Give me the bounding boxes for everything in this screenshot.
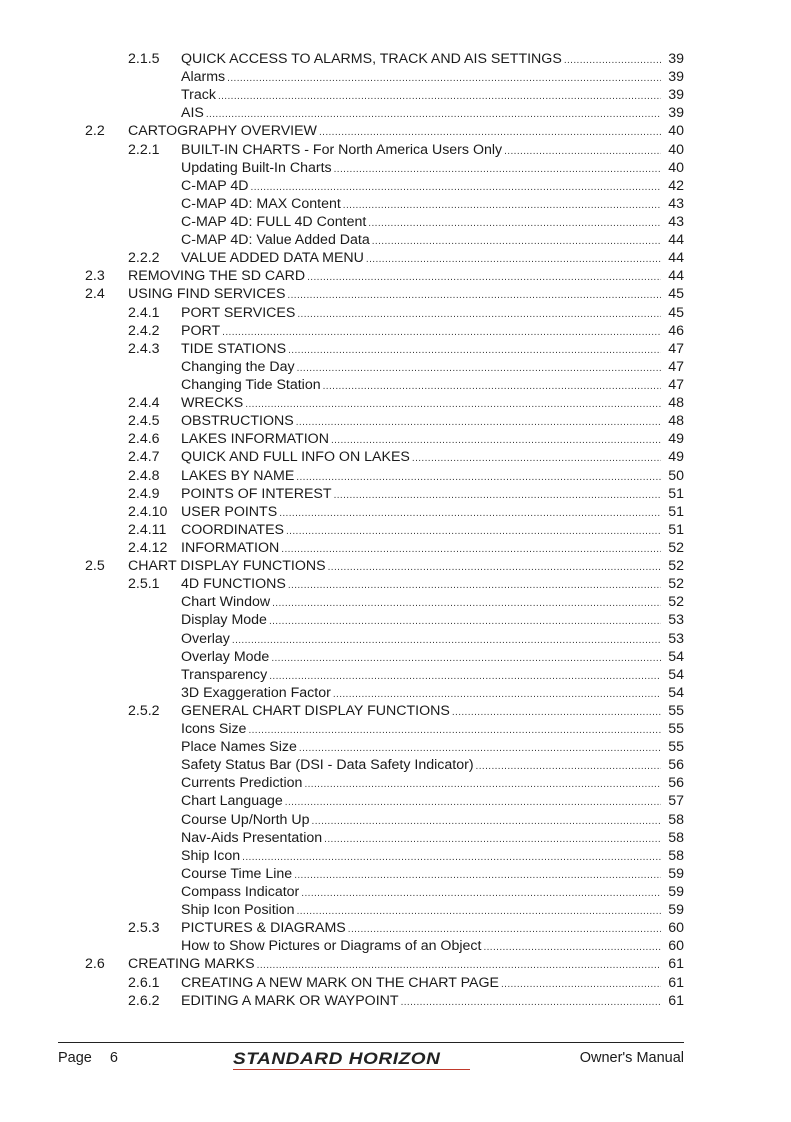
toc-entry-title-line — [181, 756, 661, 776]
toc-entry-title: C-MAP 4D: FULL 4D Content — [181, 213, 367, 230]
toc-entry-number: 2.4.3 — [128, 340, 160, 357]
toc-entry-title-line — [181, 412, 661, 432]
toc-entry-page: 60 — [668, 920, 684, 937]
toc-entry-title-line — [181, 720, 661, 740]
toc-entry[interactable] — [0, 249, 791, 267]
toc-entry-number: 2.6.2 — [128, 992, 160, 1009]
toc-entry-title: Ship Icon — [181, 847, 241, 864]
toc-entry-title-line — [181, 811, 661, 831]
toc-entry-page: 59 — [668, 902, 684, 919]
toc-entry-title: Changing Tide Station — [181, 376, 321, 393]
toc-entry[interactable] — [0, 177, 791, 195]
toc-entry-number: 2.5.3 — [128, 920, 160, 937]
toc-entry-page: 43 — [668, 213, 684, 230]
toc-entry-title: LAKES BY NAME — [181, 467, 295, 484]
toc-entry-title-line — [181, 358, 661, 378]
toc-entry-title-line — [181, 231, 661, 251]
toc-entry-page: 54 — [668, 666, 684, 683]
toc-entry-title: 4D FUNCTIONS — [181, 576, 286, 593]
toc-entry-title-line — [181, 68, 661, 88]
toc-entry-title-line — [181, 937, 661, 957]
toc-entry[interactable] — [0, 955, 791, 973]
toc-entry-page: 45 — [668, 286, 684, 303]
toc-entry[interactable] — [0, 811, 791, 829]
toc-entry-title-line — [181, 992, 661, 1012]
toc-entry-number: 2.4.4 — [128, 395, 160, 412]
toc-entry-title-line — [181, 648, 661, 668]
toc-entry-page: 40 — [668, 159, 684, 176]
toc-entry-title-line — [181, 141, 661, 161]
toc-entry-page: 56 — [668, 757, 684, 774]
toc-entry-page: 39 — [668, 69, 684, 86]
toc-entry[interactable] — [0, 774, 791, 792]
toc-entry-page: 58 — [668, 829, 684, 846]
toc-entry-number: 2.4.10 — [128, 503, 168, 520]
toc-entry-page: 49 — [668, 431, 684, 448]
toc-entry-title-line — [128, 267, 661, 287]
toc-entry[interactable] — [0, 847, 791, 865]
toc-entry-page: 60 — [668, 938, 684, 955]
toc-entry-page: 59 — [668, 884, 684, 901]
toc-entry-title: 3D Exaggeration Factor — [181, 684, 331, 701]
toc-entry-title-line — [128, 285, 661, 305]
toc-entry-number: 2.6 — [85, 956, 105, 973]
toc-entry[interactable] — [0, 394, 791, 412]
toc-entry[interactable] — [0, 285, 791, 303]
toc-entry-page: 43 — [668, 195, 684, 212]
toc-entry[interactable] — [0, 322, 791, 340]
toc-entry-title: C-MAP 4D: Value Added Data — [181, 232, 370, 249]
toc-dot-leader — [401, 994, 661, 1012]
toc-entry[interactable] — [0, 340, 791, 358]
toc-entry-title-line — [181, 611, 661, 631]
toc-entry-title-line — [181, 883, 661, 903]
toc-entry-title-line — [181, 865, 661, 885]
toc-entry-number: 2.6.1 — [128, 974, 160, 991]
toc-entry-title: Track — [181, 87, 216, 104]
toc-entry-title: Overlay Mode — [181, 648, 270, 665]
toc-entry[interactable] — [0, 68, 791, 86]
toc-entry-number: 2.4.2 — [128, 322, 160, 339]
toc-entry-title: QUICK AND FULL INFO ON LAKES — [181, 449, 410, 466]
toc-entry-page: 40 — [668, 141, 684, 158]
toc-entry-page: 59 — [668, 865, 684, 882]
toc-entry-title-line — [181, 485, 661, 505]
toc-entry[interactable] — [0, 611, 791, 629]
toc-entry[interactable] — [0, 792, 791, 810]
toc-entry-page: 61 — [668, 974, 684, 991]
toc-entry[interactable] — [0, 738, 791, 756]
toc-entry-title: CHART DISPLAY FUNCTIONS — [128, 558, 326, 575]
brand-logo: STANDARD HORIZON — [233, 1049, 441, 1068]
toc-entry-title: Nav-Aids Presentation — [181, 829, 323, 846]
toc-entry-number: 2.4.7 — [128, 449, 160, 466]
toc-entry[interactable] — [0, 430, 791, 448]
toc-entry-title-line — [181, 340, 661, 360]
toc-entry-page: 58 — [668, 811, 684, 828]
toc-entry-page: 61 — [668, 992, 684, 1009]
toc-entry-page: 48 — [668, 395, 684, 412]
toc-entry-title-line — [181, 86, 661, 106]
toc-entry[interactable] — [0, 86, 791, 104]
toc-entry-title-line — [181, 503, 661, 523]
toc-entry-page: 45 — [668, 304, 684, 321]
toc-entry-page: 50 — [668, 467, 684, 484]
toc-entry-page: 55 — [668, 702, 684, 719]
toc-entry-title-line — [181, 702, 661, 722]
toc-entry[interactable] — [0, 720, 791, 738]
toc-entry-title: TIDE STATIONS — [181, 340, 287, 357]
toc-entry-page: 58 — [668, 847, 684, 864]
toc-entry-page: 52 — [668, 539, 684, 556]
toc-entry-title-line — [181, 50, 661, 70]
toc-entry-title: Course Time Line — [181, 865, 293, 882]
toc-entry-number: 2.2.2 — [128, 250, 160, 267]
toc-entry[interactable] — [0, 883, 791, 901]
toc-entry-page: 44 — [668, 232, 684, 249]
toc-entry-title: USER POINTS — [181, 503, 278, 520]
toc-entry-number: 2.5.2 — [128, 702, 160, 719]
toc-entry-page: 53 — [668, 612, 684, 629]
toc-entry-page: 52 — [668, 576, 684, 593]
toc-entry-title: Currents Prediction — [181, 775, 303, 792]
toc-entry-number: 2.1.5 — [128, 51, 160, 67]
toc-entry-title: Compass Indicator — [181, 884, 300, 901]
toc-entry[interactable] — [0, 865, 791, 883]
toc-entry-title-line — [181, 213, 661, 233]
toc-entry[interactable] — [0, 937, 791, 955]
toc-entry-title: CREATING A NEW MARK ON THE CHART PAGE — [181, 974, 499, 991]
toc-entry-page: 47 — [668, 358, 684, 375]
toc-entry[interactable] — [0, 448, 791, 466]
toc-entry-title-line — [181, 521, 661, 541]
toc-entry-page: 57 — [668, 793, 684, 810]
toc-entry-number: 2.4.9 — [128, 485, 160, 502]
toc-entry-title: Updating Built-In Charts — [181, 159, 332, 176]
toc-entry-title: LAKES INFORMATION — [181, 431, 329, 448]
toc-entry[interactable] — [0, 648, 791, 666]
toc-entry-title: Place Names Size — [181, 739, 297, 756]
toc-entry-title: COORDINATES — [181, 521, 284, 538]
toc-entry-page: 44 — [668, 250, 684, 267]
toc-entry-page: 51 — [668, 485, 684, 502]
footer-page-number — [58, 1050, 118, 1066]
toc-entry-page: 56 — [668, 775, 684, 792]
toc-entry-title-line — [181, 847, 661, 867]
toc-entry-title: Changing the Day — [181, 358, 295, 375]
toc-entry-page: 54 — [668, 648, 684, 665]
toc-entry-title: Chart Window — [181, 594, 271, 611]
toc-entry-title: Transparency — [181, 666, 268, 683]
table-of-contents — [0, 50, 791, 1010]
toc-entry-title: GENERAL CHART DISPLAY FUNCTIONS — [181, 702, 450, 719]
toc-entry-page: 42 — [668, 177, 684, 194]
toc-entry-page: 48 — [668, 413, 684, 430]
toc-entry-title: POINTS OF INTEREST — [181, 485, 332, 502]
toc-entry-title-line — [128, 122, 661, 142]
toc-entry-title-line — [181, 919, 661, 939]
toc-entry-page: 44 — [668, 268, 684, 285]
toc-entry-title: AIS — [181, 105, 204, 122]
toc-entry[interactable] — [0, 521, 791, 539]
toc-entry[interactable] — [0, 467, 791, 485]
toc-entry-title: REMOVING THE SD CARD — [128, 268, 306, 285]
toc-entry-page: 46 — [668, 322, 684, 339]
toc-entry-title-line — [181, 322, 661, 342]
toc-entry-number: 2.4.8 — [128, 467, 160, 484]
toc-entry-page: 52 — [668, 594, 684, 611]
toc-entry[interactable] — [0, 593, 791, 611]
toc-entry-page: 49 — [668, 449, 684, 466]
toc-entry[interactable] — [0, 829, 791, 847]
toc-entry[interactable] — [0, 412, 791, 430]
toc-entry-title-line — [181, 738, 661, 758]
toc-entry-title-line — [181, 666, 661, 686]
toc-entry-title-line — [128, 955, 661, 975]
toc-entry-title-line — [181, 630, 661, 650]
toc-entry-page: 55 — [668, 739, 684, 756]
toc-entry-title-line — [181, 177, 661, 197]
toc-entry-number: 2.5 — [85, 558, 105, 575]
toc-entry[interactable] — [0, 122, 791, 140]
toc-entry[interactable] — [0, 267, 791, 285]
toc-entry[interactable] — [0, 503, 791, 521]
toc-entry-title: C-MAP 4D — [181, 177, 249, 194]
toc-entry-page: 47 — [668, 340, 684, 357]
toc-entry-title: Display Mode — [181, 612, 267, 629]
toc-entry[interactable] — [0, 539, 791, 557]
toc-entry-number: 2.2.1 — [128, 141, 160, 158]
toc-entry[interactable] — [0, 575, 791, 593]
toc-entry-title-line — [181, 195, 661, 215]
toc-entry[interactable] — [0, 304, 791, 322]
toc-entry-title-line — [181, 376, 661, 396]
toc-entry-title-line — [181, 774, 661, 794]
toc-entry[interactable] — [0, 195, 791, 213]
toc-entry-title: BUILT-IN CHARTS - For North America Users Only — [181, 141, 503, 158]
toc-entry-title-line — [181, 684, 661, 704]
toc-entry[interactable] — [0, 376, 791, 394]
footer-manual-title: Owner's Manual — [579, 1050, 684, 1066]
toc-entry-title: VALUE ADDED DATA MENU — [181, 250, 364, 267]
toc-entry[interactable] — [0, 992, 791, 1010]
toc-entry-title: QUICK ACCESS TO ALARMS, TRACK AND AIS SETTINGS — [181, 51, 562, 67]
toc-entry[interactable] — [0, 630, 791, 648]
toc-entry-title: C-MAP 4D: MAX Content — [181, 195, 341, 212]
toc-entry-title-line — [181, 901, 661, 921]
toc-entry-page: 51 — [668, 521, 684, 538]
toc-entry-title-line — [181, 974, 661, 994]
toc-entry[interactable] — [0, 159, 791, 177]
toc-entry[interactable] — [0, 756, 791, 774]
toc-entry-title-line — [128, 557, 661, 577]
toc-entry-page: 52 — [668, 558, 684, 575]
toc-entry-title: Chart Language — [181, 793, 283, 810]
toc-entry-page: 53 — [668, 630, 684, 647]
toc-entry-page: 47 — [668, 376, 684, 393]
toc-entry-title: Overlay — [181, 630, 230, 647]
toc-entry[interactable] — [0, 231, 791, 249]
toc-entry-title-line — [181, 539, 661, 559]
toc-entry-page: 40 — [668, 123, 684, 140]
footer-divider — [58, 1042, 684, 1043]
toc-entry-title-line — [181, 304, 661, 324]
toc-entry-title-line — [181, 575, 661, 595]
toc-entry-title-line — [181, 829, 661, 849]
toc-entry-title: EDITING A MARK OR WAYPOINT — [181, 992, 399, 1009]
toc-entry[interactable] — [0, 50, 791, 68]
toc-entry-page: 39 — [668, 105, 684, 122]
toc-entry-title-line — [181, 792, 661, 812]
toc-entry-title: CARTOGRAPHY OVERVIEW — [128, 123, 317, 140]
toc-entry-number: 2.4 — [85, 286, 105, 303]
toc-entry-title: Course Up/North Up — [181, 811, 310, 828]
toc-entry-page: 51 — [668, 503, 684, 520]
toc-entry-page: 39 — [668, 87, 684, 104]
toc-entry-number: 2.4.6 — [128, 431, 160, 448]
toc-entry-title: Icons Size — [181, 721, 247, 738]
toc-entry-number: 2.4.11 — [128, 521, 167, 538]
toc-entry-title: INFORMATION — [181, 539, 280, 556]
toc-entry[interactable] — [0, 141, 791, 159]
brand-logo-underline — [233, 1069, 470, 1070]
toc-entry-number: 2.3 — [85, 268, 105, 285]
toc-entry-number: 2.4.5 — [128, 413, 160, 430]
toc-entry[interactable] — [0, 666, 791, 684]
toc-entry-title: PICTURES & DIAGRAMS — [181, 920, 346, 937]
toc-entry-title-line — [181, 394, 661, 414]
toc-entry-title: How to Show Pictures or Diagrams of an Object — [181, 938, 482, 955]
toc-entry-title: OBSTRUCTIONS — [181, 413, 294, 430]
toc-entry[interactable] — [0, 213, 791, 231]
toc-entry-title: Safety Status Bar (DSI - Data Safety Indicator) — [181, 757, 474, 774]
toc-entry-title-line — [181, 593, 661, 613]
toc-entry-number: 2.4.1 — [128, 304, 160, 321]
toc-entry-page: 55 — [668, 721, 684, 738]
toc-entry-page: 39 — [668, 51, 684, 67]
toc-entry-title-line — [181, 104, 661, 124]
toc-entry[interactable] — [0, 919, 791, 937]
toc-entry-title: Ship Icon Position — [181, 902, 295, 919]
toc-entry-title: USING FIND SERVICES — [128, 286, 286, 303]
toc-entry-page: 54 — [668, 684, 684, 701]
toc-entry-title: PORT — [181, 322, 221, 339]
toc-entry[interactable] — [0, 358, 791, 376]
toc-entry-title-line — [181, 430, 661, 450]
toc-entry-number: 2.5.1 — [128, 576, 160, 593]
footer-page-value: 6 — [109, 1050, 118, 1066]
toc-entry[interactable] — [0, 485, 791, 503]
toc-entry[interactable] — [0, 702, 791, 720]
toc-entry-title: WRECKS — [181, 395, 244, 412]
toc-entry-title: Alarms — [181, 69, 226, 86]
toc-entry[interactable] — [0, 901, 791, 919]
toc-entry[interactable] — [0, 684, 791, 702]
toc-entry-page: 61 — [668, 956, 684, 973]
toc-entry-title: CREATING MARKS — [128, 956, 255, 973]
toc-entry-title-line — [181, 249, 661, 269]
toc-entry[interactable] — [0, 974, 791, 992]
toc-entry-title-line — [181, 467, 661, 487]
toc-entry[interactable] — [0, 557, 791, 575]
toc-entry-title-line — [181, 159, 661, 179]
footer-page-label: Page — [58, 1050, 92, 1066]
toc-entry-number: 2.4.12 — [128, 539, 168, 556]
toc-entry-title: PORT SERVICES — [181, 304, 296, 321]
toc-entry-title-line — [181, 448, 661, 468]
toc-entry[interactable] — [0, 104, 791, 122]
toc-entry-number: 2.2 — [85, 123, 105, 140]
